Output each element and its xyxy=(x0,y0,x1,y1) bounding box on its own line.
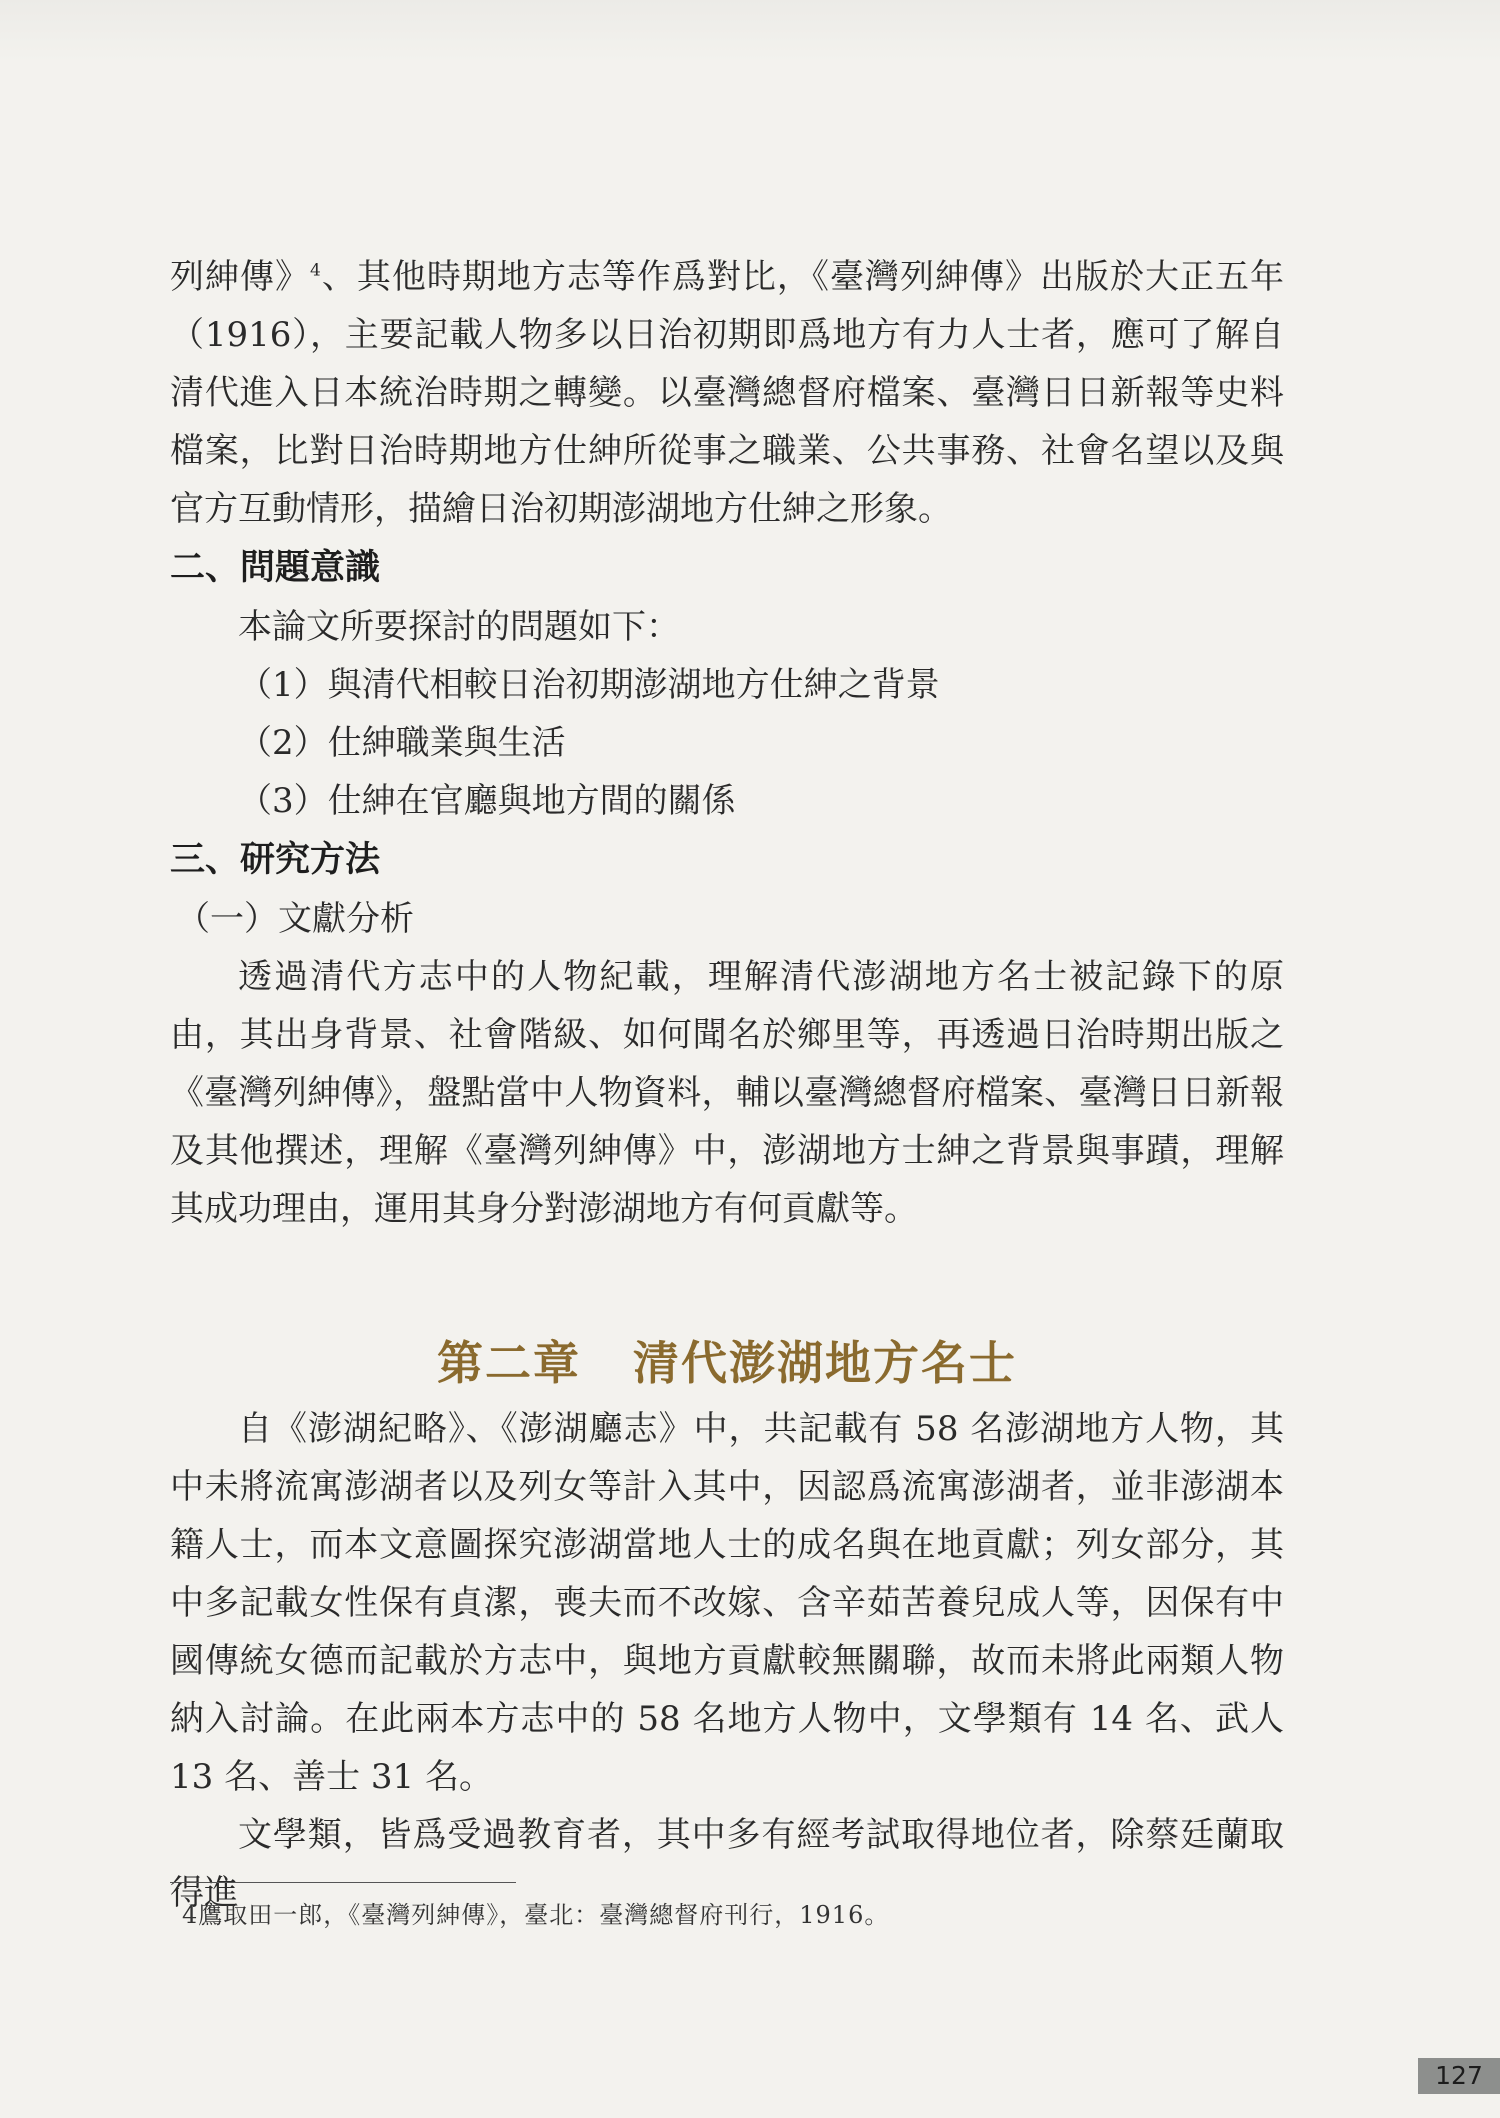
footnote-divider xyxy=(170,1882,516,1883)
page-body xyxy=(170,248,1284,1922)
section-intro: 本論文所要探討的問題如下： xyxy=(238,607,680,647)
chapter-paragraph: 文學類，皆爲受過教育者，其中多有經考試取得地位者，除蔡廷蘭取得進 xyxy=(170,1815,1284,1913)
page-number: 127 xyxy=(1418,2058,1500,2094)
section-heading: 二、問題意識 xyxy=(170,548,381,588)
footnote-marker[interactable]: 4 xyxy=(310,260,321,281)
chapter-title xyxy=(170,1328,1284,1398)
chapter-number: 第二章 xyxy=(437,1336,581,1390)
continued-paragraph xyxy=(170,248,1284,538)
scan-top-band xyxy=(0,0,1500,62)
paragraph-text: 、其他時期地方志等作爲對比，《臺灣列紳傳》出版於大正五年（1916），主要記載人物多以日治初期即爲地方有力人士者，應可了解自清代進入日本統治時期之轉變。以臺灣總督府檔案、臺灣日日新報等史料檔案，比對日治時期地方仕紳所從事之職業、公共事務、社會名望以及與官方互動情形，描繪日治初期澎湖地方仕紳之形象。 xyxy=(170,257,1285,529)
footnote: 4鷹取田一郎，《臺灣列紳傳》，臺北：臺灣總督府刊行，1916。 xyxy=(182,1901,890,1929)
subsection-heading: （一）文獻分析 xyxy=(176,899,414,939)
chapter-paragraph: 自《澎湖紀略》、《澎湖廳志》中，共記載有 58 名澎湖地方人物，其中未將流寓澎湖者以及列女等計入其中，因認爲流寓澎湖者，並非澎湖本籍人士，而本文意圖探究澎湖當地人士的成名與在地貢獻；列女部分，其中多記載女性保有貞潔，喪夫而不改嫁、含辛茹苦養兒成人等，因保有中國傳統女德而記載於方志中，與地方貢獻較無關聯，故而未將此兩類人物納入討論。在此兩本方志中的 58 名地方人物中，文學類有 14 名、武人 13 名、善士 31 名。 xyxy=(170,1409,1284,1797)
question-item: （3）仕紳在官廳與地方間的關係 xyxy=(238,781,736,821)
question-item: （1）與清代相較日治初期澎湖地方仕紳之背景 xyxy=(238,665,940,705)
method-paragraph: 透過清代方志中的人物紀載，理解清代澎湖地方名士被記錄下的原由，其出身背景、社會階級、如何聞名於鄉里等，再透過日治時期出版之《臺灣列紳傳》，盤點當中人物資料，輔以臺灣總督府檔案、臺灣日日新報及其他撰述，理解《臺灣列紳傳》中，澎湖地方士紳之背景與事蹟，理解其成功理由，運用其身分對澎湖地方有何貢獻等。 xyxy=(170,957,1284,1229)
question-item: （2）仕紳職業與生活 xyxy=(238,723,566,763)
paragraph-text: 列紳傳》 xyxy=(170,257,311,297)
chapter-name: 清代澎湖地方名士 xyxy=(633,1336,1017,1390)
section-heading: 三、研究方法 xyxy=(170,840,381,880)
